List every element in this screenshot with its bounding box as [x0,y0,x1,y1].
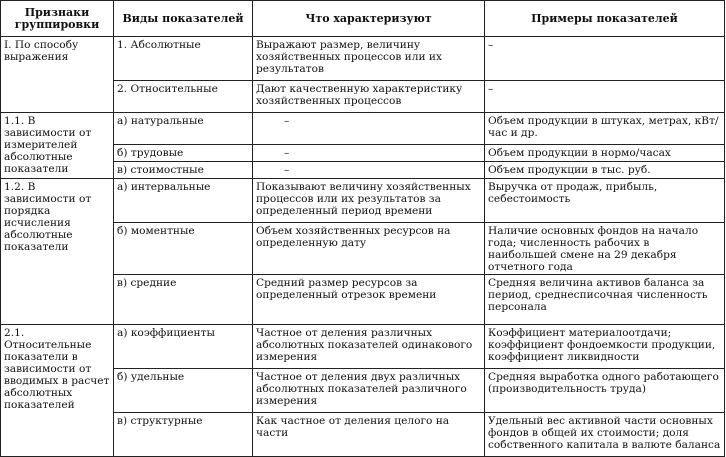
kind-cell: 1. Абсолютные [114,37,253,81]
kind-cell: в) стоимостные [114,162,253,179]
table-row [1,179,725,223]
kind-cell: а) коэффициенты [114,325,253,369]
what-cell [253,162,485,179]
table-row [1,325,725,369]
what-cell: Выражают размер, величину хозяйственных процессов или их результатов [253,37,485,81]
what-cell: Частное от деления двух различных абсолютных показателей различного измерения [253,369,485,413]
what-cell: Средний размер ресурсов за определенный отрезок времени [253,275,485,325]
examples-cell: Выручка от продаж, прибыль, себестоимость [485,179,725,223]
table-row [1,113,725,145]
header-row [1,1,725,37]
header-examples: Примеры показателей [485,1,725,37]
examples-cell: – [485,37,725,81]
what-cell: Как частное от деления целого на части [253,413,485,457]
examples-cell: – [485,81,725,113]
dash-text: – [284,147,290,159]
kind-cell: б) трудовые [114,145,253,162]
kind-cell: а) интервальные [114,179,253,223]
what-cell: Частное от деления различных абсолютных показателей одинакового измерения [253,325,485,369]
header-kind: Виды показателей [114,1,253,37]
kind-cell: в) средние [114,275,253,325]
examples-cell: Коэффициент материалоотдачи; коэффициент фондоемкости продукции, коэффициент ликвидности [485,325,725,369]
examples-cell: Объем продукции в штуках, метрах, кВт/час и др. [485,113,725,145]
group-cell: 2.1. Относительные показатели в зависимости от вводимых в расчет абсолютных показателей [1,325,114,457]
header-grouping: Признаки группировки [1,1,114,37]
what-cell [253,113,485,145]
examples-cell: Наличие основных фондов на начало года; численность рабочих в наибольшей смене на 29 декабря отчетного года [485,223,725,275]
examples-cell: Объем продукции в нормо/часах [485,145,725,162]
examples-cell: Средняя величина активов баланса за период, среднесписочная численность персонала [485,275,725,325]
table-row [1,37,725,81]
group-cell: 1.2. В зависимости от порядка исчисления абсолютные показатели [1,179,114,325]
table-row [1,81,725,113]
kind-cell: б) моментные [114,223,253,275]
group-cell-empty [1,81,114,113]
examples-cell: Объем продукции в тыс. руб. [485,162,725,179]
what-cell: Показывают величину хозяйственных процессов или их результатов за определенный период времени [253,179,485,223]
what-cell [253,145,485,162]
examples-cell: Удельный вес активной части основных фондов в общей их стоимости; доля собственного капитала в валюте баланса [485,413,725,457]
examples-cell: Средняя выработка одного работающего (производительность труда) [485,369,725,413]
kind-cell: 2. Относительные [114,81,253,113]
dash-text: – [284,115,290,127]
what-cell: Объем хозяйственных ресурсов на определенную дату [253,223,485,275]
kind-cell: а) натуральные [114,113,253,145]
what-cell: Дают качественную характеристику хозяйственных процессов [253,81,485,113]
header-what: Что характеризуют [253,1,485,37]
kind-cell: в) структурные [114,413,253,457]
group-cell: I. По способу выражения [1,37,114,81]
dash-text: – [284,164,290,176]
kind-cell: б) удельные [114,369,253,413]
group-cell: 1.1. В зависимости от измерителей абсолютные показатели [1,113,114,179]
